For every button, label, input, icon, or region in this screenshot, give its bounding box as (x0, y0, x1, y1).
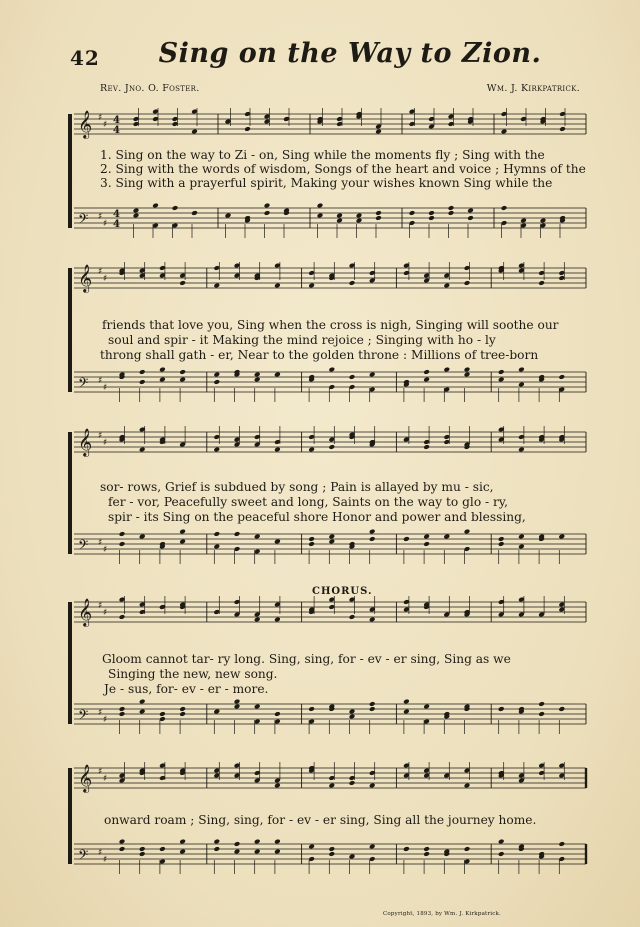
note-head (423, 377, 430, 383)
note-head (423, 444, 430, 450)
note-head (328, 367, 335, 373)
time-signature-icon: 4 (113, 125, 120, 136)
note-head (179, 529, 186, 535)
note-head (518, 544, 525, 550)
note-head (274, 283, 281, 289)
key-signature-icon: ♯ (98, 376, 103, 386)
system-bracket (68, 114, 72, 228)
note-head (467, 208, 474, 214)
staff (74, 203, 586, 238)
note-head (349, 374, 356, 380)
note-head (254, 534, 261, 540)
lyric-line-1: friends that love you, Sing when the cross is nigh, Singing will soothe our (102, 318, 559, 332)
note-head (403, 846, 410, 852)
note-head (538, 701, 545, 707)
note-head (464, 846, 471, 852)
note-head (179, 369, 186, 375)
note-head (225, 213, 232, 219)
note-head (349, 709, 356, 715)
note-head (274, 783, 281, 789)
key-signature-icon: ♯ (103, 855, 108, 865)
staff (74, 108, 586, 139)
note-head (443, 367, 450, 373)
note-head (139, 369, 146, 375)
note-head (264, 210, 271, 216)
key-signature-icon: ♯ (98, 113, 103, 123)
note-head (274, 539, 281, 545)
note-head (179, 711, 186, 717)
note-head (558, 534, 565, 540)
lyric-line-2: soul and spir - it Making the mind rejoice ; Singing with ho - ly (108, 333, 496, 347)
key-signature-icon: ♯ (103, 774, 108, 784)
bass-clef-icon: 𝄢 (78, 375, 89, 394)
key-signature-icon: ♯ (98, 708, 103, 718)
lyric-line-1: Gloom cannot tar- ry long. Sing, sing, for - ev - er sing, Sing as we (102, 652, 511, 666)
note-head (443, 283, 450, 289)
note-head (213, 846, 220, 852)
note-head (403, 709, 410, 715)
note-head (274, 617, 281, 623)
note-head (538, 280, 545, 286)
system-bracket (68, 602, 72, 724)
note-head (133, 213, 140, 219)
note-head (152, 203, 159, 209)
lyric-line-2: Singing the new, new song. (108, 667, 278, 681)
note-head (464, 367, 471, 373)
key-signature-icon: ♯ (103, 383, 108, 393)
note-head (448, 205, 455, 211)
note-head (119, 614, 126, 620)
key-signature-icon: ♯ (103, 219, 108, 229)
note-head (317, 203, 324, 209)
note-head (274, 849, 281, 855)
note-head (423, 851, 430, 857)
note-head (139, 447, 146, 453)
chorus-label: CHORUS. (312, 586, 373, 597)
key-signature-icon: ♯ (98, 767, 103, 777)
note-head (369, 372, 376, 378)
note-head (328, 783, 335, 789)
note-head (501, 205, 508, 211)
note-head (119, 531, 126, 537)
note-head (443, 534, 450, 540)
note-head (159, 846, 166, 852)
note-head (317, 213, 324, 219)
note-head (403, 699, 410, 705)
score-staves (66, 762, 590, 912)
note-head (423, 846, 430, 852)
note-head (172, 205, 179, 211)
note-head (213, 379, 220, 385)
system-bracket (68, 268, 72, 392)
note-head (558, 374, 565, 380)
system-bracket (68, 432, 72, 554)
bass-clef-icon: 𝄢 (78, 211, 89, 230)
note-head (179, 280, 186, 286)
note-head (254, 839, 261, 845)
note-head (349, 780, 356, 786)
hymn-title: Sing on the Way to Zion. (158, 38, 542, 69)
key-signature-icon: ♯ (103, 715, 108, 725)
note-head (328, 539, 335, 545)
note-head (375, 210, 382, 216)
note-head (308, 706, 315, 712)
lyricist-credit: Rev. Jno. O. Foster. (100, 83, 200, 94)
note-head (356, 218, 363, 224)
system-bracket (68, 768, 72, 864)
note-head (369, 783, 376, 789)
bass-clef-icon: 𝄢 (78, 847, 89, 866)
note-head (336, 213, 343, 219)
note-head (213, 544, 220, 550)
note-head (234, 531, 241, 537)
note-head (501, 129, 508, 135)
note-head (308, 283, 315, 289)
note-head (159, 711, 166, 717)
note-head (349, 714, 356, 720)
note-head (139, 846, 146, 852)
note-head (540, 218, 547, 224)
key-signature-icon: ♯ (98, 848, 103, 858)
note-head (448, 210, 455, 216)
note-head (328, 851, 335, 857)
key-signature-icon: ♯ (98, 538, 103, 548)
lyric-line-2: fer - vor, Peacefully sweet and long, Saints on the way to glo - ry, (108, 495, 508, 509)
note-head (349, 854, 356, 860)
note-head (498, 369, 505, 375)
staff (74, 596, 586, 627)
note-head (403, 536, 410, 542)
lyric-line-1: sor- rows, Grief is subdued by song ; Pain is allayed by mu - sic, (100, 480, 494, 494)
note-head (428, 215, 435, 221)
note-head (520, 218, 527, 224)
note-head (139, 534, 146, 540)
note-head (139, 851, 146, 857)
staff (74, 426, 586, 457)
key-signature-icon: ♯ (98, 267, 103, 277)
note-head (264, 203, 271, 209)
bass-clef-icon: 𝄢 (78, 537, 89, 556)
note-head (308, 536, 315, 542)
key-signature-icon: ♯ (98, 601, 103, 611)
key-signature-icon: ♯ (98, 212, 103, 222)
note-head (369, 536, 376, 542)
note-head (254, 704, 261, 710)
music-system-5 (66, 762, 590, 912)
treble-clef-icon: 𝄞 (78, 428, 93, 456)
note-head (191, 129, 198, 135)
note-head (349, 280, 356, 286)
lyric-line-3: 3. Sing with a prayerful spirit, Making your wishes known Sing while the (100, 176, 553, 190)
lyric-line-3: spir - its Sing on the peaceful shore Honor and power and blessing, (108, 510, 526, 524)
key-signature-icon: ♯ (98, 431, 103, 441)
note-head (119, 706, 126, 712)
note-head (375, 215, 382, 221)
note-head (213, 709, 220, 715)
music-system-4 (66, 596, 590, 756)
note-head (464, 529, 471, 535)
copyright-notice: Copyright, 1893, by Wm. J. Kirkpatrick. (383, 911, 502, 917)
note-head (308, 844, 315, 850)
note-head (428, 210, 435, 216)
note-head (254, 617, 261, 623)
note-head (213, 283, 220, 289)
note-head (254, 372, 261, 378)
note-head (423, 369, 430, 375)
note-head (498, 706, 505, 712)
treble-clef-icon: 𝄞 (78, 764, 93, 792)
note-head (356, 213, 363, 219)
note-head (423, 534, 430, 540)
page-number: 42 (70, 46, 100, 70)
note-head (308, 447, 315, 453)
note-head (139, 709, 146, 715)
treble-clef-icon: 𝄞 (78, 264, 93, 292)
note-head (558, 841, 565, 847)
staff (74, 699, 586, 734)
note-head (244, 126, 251, 132)
note-head (119, 711, 126, 717)
note-head (464, 280, 471, 286)
note-head (375, 129, 382, 135)
note-head (213, 372, 220, 378)
lyric-line-2: 2. Sing with the words of wisdom, Songs of the heart and voice ; Hymns of the (100, 162, 586, 176)
note-head (498, 377, 505, 383)
note-head (213, 447, 220, 453)
note-head (328, 846, 335, 852)
note-head (423, 541, 430, 547)
note-head (274, 372, 281, 378)
note-head (119, 839, 126, 845)
note-head (518, 382, 525, 388)
note-head (369, 529, 376, 535)
key-signature-icon: ♯ (103, 608, 108, 618)
music-system-1 (66, 100, 590, 240)
note-head (179, 539, 186, 545)
note-head (558, 706, 565, 712)
note-head (538, 711, 545, 717)
lyric-line-3: Je - sus, for- ev - er - more. (104, 682, 269, 696)
note-head (179, 706, 186, 712)
note-head (234, 849, 241, 855)
note-head (369, 706, 376, 712)
note-head (254, 849, 261, 855)
note-head (139, 699, 146, 705)
staff (74, 839, 586, 874)
time-signature-icon: 4 (113, 219, 120, 230)
composer-credit: Wm. J. Kirkpatrick. (486, 83, 580, 94)
note-head (119, 846, 126, 852)
note-head (234, 704, 241, 710)
note-head (274, 711, 281, 717)
note-head (274, 839, 281, 845)
treble-clef-icon: 𝄞 (78, 598, 93, 626)
key-signature-icon: ♯ (103, 120, 108, 130)
staff (74, 762, 586, 793)
note-head (518, 534, 525, 540)
note-head (369, 701, 376, 707)
bass-clef-icon: 𝄢 (78, 707, 89, 726)
note-head (159, 377, 166, 383)
note-head (336, 218, 343, 224)
note-head (328, 444, 335, 450)
note-head (179, 839, 186, 845)
note-head (464, 372, 471, 378)
note-head (518, 447, 525, 453)
note-head (234, 841, 241, 847)
note-head (254, 377, 261, 383)
time-signature-icon: 4 (113, 209, 120, 220)
note-head (409, 210, 416, 216)
note-head (191, 210, 198, 216)
staff (74, 262, 586, 293)
note-head (369, 617, 376, 623)
note-head (213, 839, 220, 845)
note-head (119, 541, 126, 547)
staff (74, 529, 586, 564)
note-head (274, 447, 281, 453)
note-head (518, 367, 525, 373)
note-head (464, 783, 471, 789)
note-head (498, 851, 505, 857)
note-head (133, 208, 140, 214)
note-head (423, 704, 430, 710)
note-head (308, 541, 315, 547)
lyric-line-1: 1. Sing on the way to Zi - on, Sing while the moments fly ; Sing with the (100, 148, 545, 162)
lyric-line-1: onward roam ; Sing, sing, for - ev - er sing, Sing all the journey home. (104, 813, 537, 827)
music-system-3 (66, 426, 590, 586)
time-signature-icon: 4 (113, 115, 120, 126)
treble-clef-icon: 𝄞 (78, 110, 93, 138)
note-head (179, 849, 186, 855)
music-system-2 (66, 262, 590, 412)
note-head (498, 541, 505, 547)
note-head (349, 614, 356, 620)
note-head (328, 534, 335, 540)
note-head (369, 844, 376, 850)
key-signature-icon: ♯ (103, 274, 108, 284)
note-head (467, 215, 474, 221)
note-head (213, 531, 220, 537)
lyric-line-3: throng shall gath - er, Near to the golden throne : Millions of tree-born (100, 348, 539, 362)
note-head (498, 536, 505, 542)
staff (74, 367, 586, 402)
note-head (234, 699, 241, 705)
note-head (559, 126, 566, 132)
key-signature-icon: ♯ (103, 545, 108, 555)
note-head (498, 839, 505, 845)
key-signature-icon: ♯ (103, 438, 108, 448)
note-head (159, 367, 166, 373)
note-head (139, 379, 146, 385)
note-head (179, 377, 186, 383)
